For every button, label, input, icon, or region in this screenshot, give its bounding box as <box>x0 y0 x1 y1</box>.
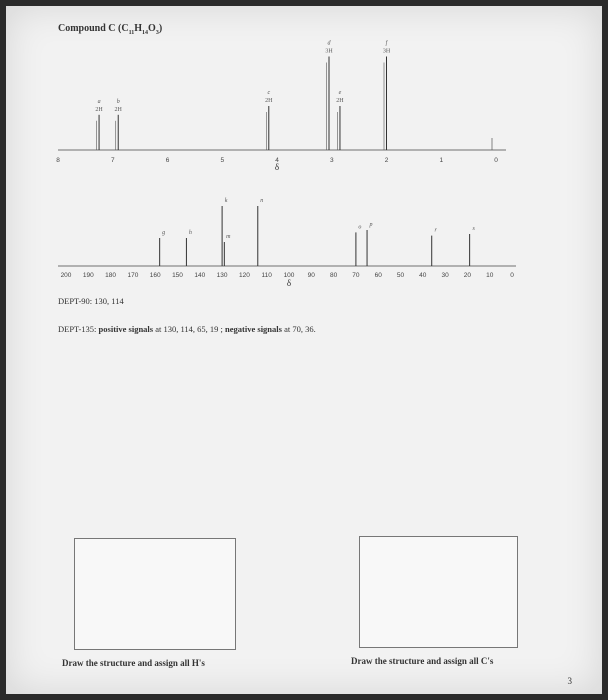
c-peak-label-s: s <box>472 226 475 232</box>
c-peak-label-r: r <box>434 227 437 234</box>
h-tick-label: 5 <box>220 157 225 164</box>
c-tick-label: 120 <box>238 272 250 279</box>
c-axis-symbol: δ <box>286 278 292 288</box>
h-tick-label: 0 <box>494 157 498 164</box>
nmr-spectra <box>6 6 602 306</box>
c-tick-label: 10 <box>486 272 494 279</box>
c-tick-label: 70 <box>352 272 360 279</box>
c-tick-label: 170 <box>127 272 139 279</box>
h-peak-label-d: d <box>327 40 331 47</box>
c-tick-label: 80 <box>329 272 338 279</box>
dept135-line: DEPT-135: positive signals at 130, 114, 65, 19 ; negative signals at 70, 36. <box>58 324 316 334</box>
c-peak-label-m: m <box>226 234 231 240</box>
h-peak-label-e: e <box>338 90 342 96</box>
h-peak-label-f: f <box>385 40 388 47</box>
compound-title: Compound C $(C_{11}H_{14}O_3)$ <box>58 23 163 36</box>
c-peak-label-o: o <box>358 224 362 231</box>
c-structure-answer-box[interactable] <box>359 536 518 648</box>
h-tick-label: 1 <box>439 157 444 164</box>
c-tick-label: 200 <box>60 272 72 279</box>
c-tick-label: 140 <box>194 272 206 279</box>
h-peak-integration-b: 2H <box>114 106 122 113</box>
h-peak-label-b: b <box>116 98 120 105</box>
dept90-line: DEPT-90: 130, 114 <box>58 296 124 306</box>
c-peak-label-g: g <box>162 230 166 236</box>
h-structure-answer-box[interactable] <box>74 538 236 650</box>
h-peak-integration-a: 2H <box>95 106 103 113</box>
c-peak-label-k: k <box>224 198 228 204</box>
c-peak-label-n: n <box>260 198 264 204</box>
c-peak-label-p: p <box>369 222 373 228</box>
c-tick-label: 0 <box>510 272 514 279</box>
c-tick-label: 190 <box>82 272 94 279</box>
c-tick-label: 30 <box>441 272 449 279</box>
h-tick-label: 4 <box>275 157 279 164</box>
c-tick-label: 50 <box>396 272 405 279</box>
c-tick-label: 20 <box>463 272 472 279</box>
worksheet-page <box>6 6 602 694</box>
c-tick-label: 110 <box>261 272 272 279</box>
c-tick-label: 160 <box>149 272 161 279</box>
h-peak-integration-e: 2H <box>336 98 344 104</box>
c-tick-label: 60 <box>374 272 382 279</box>
c-tick-label: 40 <box>419 272 427 279</box>
h-peak-integration-c: 2H <box>265 98 273 104</box>
c-tick-label: 150 <box>172 272 183 279</box>
h-peak-integration-d: 3H <box>325 48 333 55</box>
h-tick-label: 2 <box>384 157 389 164</box>
h-tick-label: 3 <box>329 157 334 164</box>
h-axis-symbol: δ <box>274 162 280 172</box>
h-peak-integration-f: 3H <box>382 48 391 55</box>
h-tick-label: 6 <box>165 157 170 164</box>
h-peak-label-a: a <box>97 98 101 105</box>
page-number: 3 <box>567 676 572 686</box>
h-tick-label: 8 <box>56 157 60 164</box>
h-peak-label-c: c <box>267 90 271 96</box>
h-tick-label: 7 <box>110 157 115 164</box>
c-tick-label: 90 <box>307 272 315 279</box>
c-peak-label-h: h <box>188 230 192 236</box>
c-tick-label: 180 <box>105 272 117 279</box>
c-assign-instruction: Draw the structure and assign all C's <box>351 656 494 666</box>
c-tick-label: 130 <box>216 272 228 279</box>
c-tick-label: 100 <box>283 272 295 279</box>
h-assign-instruction: Draw the structure and assign all H's <box>62 658 205 668</box>
